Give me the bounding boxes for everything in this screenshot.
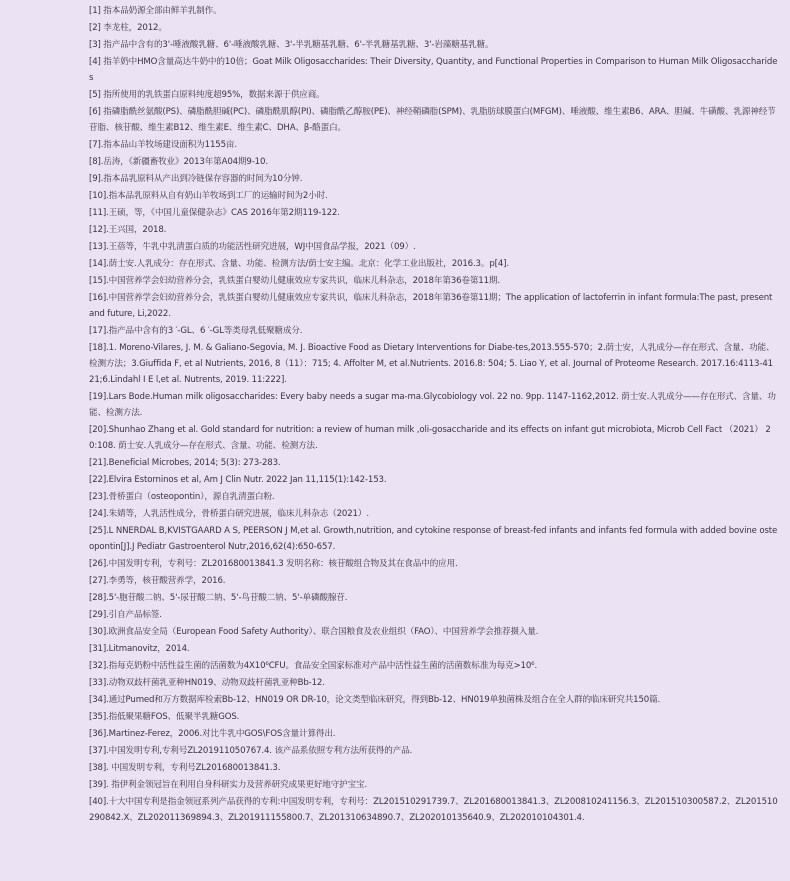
footnote-item: [20].Shunhao Zhang et al. Gold standard for nutrition: a review of human milk ,oli-gosaccharide and its effects on infant gut microbiota, Microb Cell Fact （2021） 20:108. 荫士安.人乳成分—存在形式、含量、功能、检测方法. [89,425,771,451]
footnote-item: [26].中国发明专利，专利号：ZL201680013841.3 发明名称：核苷酸组合物及其在食品中的应用. [89,559,458,569]
footnote-item: [31].Litmanovitz，2014. [89,644,190,654]
footnote-item: [8].岳涛，《新疆畜牧业》2013年第A04期9-10. [89,157,268,167]
footnote-item: [36].Martinez-Ferez，2006.对比牛乳中GOS\FOS含量计算得出. [89,729,336,739]
footnote-item: [7].指本品山羊牧场建设面积为1155亩. [89,140,237,150]
footnote-item: [17].指产品中含有的3 ′-GL、6 ′-GL等类母乳低聚糖成分. [89,326,303,336]
footnote-item: [11].王硕，等，《中国儿童保健杂志》CAS 2016年第2期119-122. [89,208,340,218]
footnote-item: [6] 指磷脂酰丝氨酸(PS)、磷脂酰胆碱(PC)、磷脂酰肌醇(PI)、磷脂酰乙醇胺(PE)、神经鞘磷脂(SPM)、乳脂肪球膜蛋白(MFGM)、唾液酸、维生素B6、ARA、胆碱、牛磺酸、乳源神经节苷脂、核苷酸、维生素B12、维生素E、维生素C、DHA、β-酪蛋白。 [89,107,776,133]
footnote-item: [13].王蓓等，牛乳中乳清蛋白质的功能活性研究进展，WJ中国食品学报，2021（09）. [89,242,416,252]
footnote-item: [34].通过Pumed和万方数据库检索Bb-12、HN019 OR DR-10，论文类型临床研究，得到Bb-12、HN019单独菌株及组合在全人群的临床研究共150篇. [89,695,661,705]
footnote-item: [23].骨桥蛋白（osteopontin），源自乳清蛋白粉. [89,492,275,502]
footnote-item: [5] 指所使用的乳铁蛋白原料纯度超95%，数据来源于供应商。 [89,90,325,100]
footnote-item: [4] 指羊奶中HMO含量高达牛奶中的10倍；Goat Milk Oligosaccharides: Their Diversity, Quantity, and Functional Properties in Comparison to Human Milk Oligosaccharides [89,57,778,83]
footnote-item: [15].中国营养学会妇幼营养分会，乳铁蛋白婴幼儿健康效应专家共识，临床儿科杂志，2018年第36卷第11期. [89,276,500,286]
footnote-item: [38]. 中国发明专利，专利号ZL201680013841.3. [89,763,281,773]
footnote-item: [24].朱婧等，人乳活性成分，骨桥蛋白研究进展，临床儿科杂志（2021）. [89,509,369,519]
footnote-item: [33].动物双歧杆菌乳亚种HN019、动物双歧杆菌乳亚种Bb-12. [89,678,325,688]
footnote-item: [21].Beneficial Microbes, 2014; 5(3): 273-283. [89,458,281,468]
footnote-item: [12].王兴国，2018. [89,225,167,235]
footnote-item: [39]. 指伊利金领冠旨在利用自身科研实力及营养研究成果更好地守护宝宝. [89,780,368,790]
footnote-item: [28].5'-胞苷酸二钠、5'-尿苷酸二钠、5'-鸟苷酸二钠、5'-单磷酸腺苷. [89,593,348,603]
footnote-item: [16].中国营养学会妇幼营养分会，乳铁蛋白婴幼儿健康效应专家共识，临床儿科杂志，2018年第36卷第11期；The application of lactoferrin in infant formula:The past, present and future, Li,2022. [89,293,773,319]
footnote-item: [2] 李龙柱，2012。 [89,23,167,33]
footnote-item: [29].引自产品标签. [89,610,162,620]
footnote-item: [25].L NNERDAL B,KVISTGAARD A S, PEERSON J M,et al. Growth,nutrition, and cytokine response of breast-fed infants and infants fed formula with added bovine osteopontin[J].J Pediatr Gastroenterol Nutr,2016,62(4):650-657. [89,526,778,552]
footnote-item: [22].Elvira Estorninos et al, Am J Clin Nutr. 2022 Jan 11,115(1):142-153. [89,475,387,485]
footnote-item: [30].欧洲食品安全局（European Food Safety Authority）、联合国粮食及农业组织（FAO）、中国营养学会推荐摄入量. [89,627,539,637]
footnote-item: [35].指低聚果糖FOS、低聚半乳糖GOS. [89,712,240,722]
footnote-list [89,3,778,826]
footnote-item: [18].1. Moreno-Vilares, J. M. & Galiano-Segovia, M. J. Bioactive Food as Dietary Interventions for Diabe-tes,2013.555-570；2.荫士安，人乳成分—存在形式、含量、功能、检测方法；3.Giuffida F, et al Nutrients, 2016, 8（11）：715; 4. Affolter M, et al.Nutrients. 2016.8: 504; 5. Liao Y, et al. Journal of Proteome Research. 2017.16:4113-4121;6.Lindahl I E l,et al. Nutrents, 2019. 11:222]. [89,343,775,385]
footnote-item: [19].Lars Bode.Human milk oligosaccharides: Every baby needs a sugar ma-ma.Glycobiology vol. 22 no. 9pp. 1147-1162,2012. 荫士安.人乳成分——存在形式、含量、功能、检测方法. [89,392,776,418]
footnote-item: [14].荫士安.人乳成分：存在形式、含量、功能、检测方法/荫士安主编。北京：化学工业出版社，2016.3。p[4]. [89,259,509,269]
footnote-item: [40].十大中国专利是指金领冠系列产品获得的专利:中国发明专利，专利号：ZL201510291739.7、ZL201680013841.3、ZL200810241156.3、ZL201510300587.2、ZL201510290842.X、ZL202011369894.3、ZL201911155800.7、ZL201310634890.7、ZL202010135640.9、ZL202010104301.4. [89,797,778,823]
footnote-item: [32].指每克奶粉中活性益生菌的活菌数为4X10⁶CFU。食品安全国家标准对产品中活性益生菌的活菌数标准为每克>10⁶. [89,661,538,671]
footnote-item: [10].指本品乳原料从自有奶山羊牧场到工厂的运输时间为2小时. [89,191,328,201]
footnote-item: [3] 指产品中含有的3'-唾液酸乳糖、6'-唾液酸乳糖、3'-半乳糖基乳糖、6'-半乳糖基乳糖、3'-岩藻糖基乳糖。 [89,40,494,50]
footnote-item: [9].指本品乳原料从产出到冷链保存容器的时间为10分钟. [89,174,303,184]
footnote-item: [1] 指本品奶源全部由鲜羊乳制作。 [89,6,222,16]
footnote-item: [27].李勇等，核苷酸营养学，2016. [89,576,226,586]
footnote-item: [37].中国发明专利,专利号ZL201911050767.4. 该产品系依照专利方法所获得的产品. [89,746,413,756]
